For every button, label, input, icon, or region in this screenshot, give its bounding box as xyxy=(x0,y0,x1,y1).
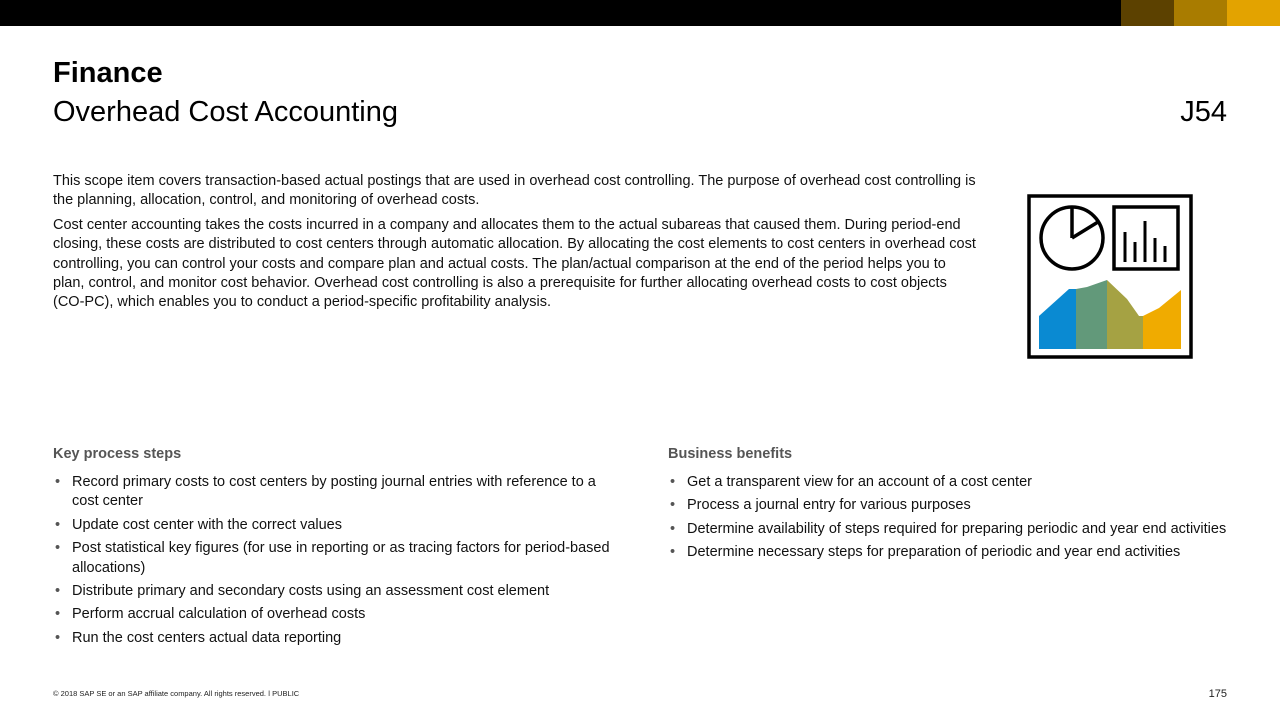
bullet-icon: • xyxy=(670,520,676,537)
bullet-icon: • xyxy=(670,497,676,514)
page-title: Finance xyxy=(53,57,163,89)
copyright-text: © 2018 SAP SE or an SAP affiliate company. All rights reserved. ǀ PUBLIC xyxy=(53,689,300,698)
list-item: • Perform accrual calculation of overhead costs xyxy=(53,605,613,624)
bullet-icon: • xyxy=(55,583,61,600)
list-item: • Determine availability of steps required for preparing periodic and year end activities xyxy=(668,520,1228,539)
accent-block-mid xyxy=(1174,0,1227,26)
scope-item-code: J54 xyxy=(1180,96,1227,128)
bullet-icon: • xyxy=(55,629,61,646)
intro-paragraph-2: Cost center accounting takes the costs incurred in a company and allocates them to the actual subareas that caused them. During period-end closing, these costs are distributed to cost centers through automatic allocation. By allocating the cost elements to cost centers in overhead cost controlling, you can control your costs and compare plan and actual costs. The plan/actual comparison at the end of the period helps you to plan, control, and monitor cost behavior. Overhead cost controlling is also a prerequisite for further allocating overhead costs to cost objects (CO-PC), which enables you to conduct a period-specific profitability analysis. xyxy=(53,216,976,311)
list-item: • Process a journal entry for various purposes xyxy=(668,496,1228,515)
bullet-icon: • xyxy=(55,474,61,490)
list-item: • Run the cost centers actual data reporting xyxy=(53,629,613,648)
bullet-icon: • xyxy=(670,474,676,490)
accent-block-light xyxy=(1227,0,1280,26)
list-item: • Update cost center with the correct values xyxy=(53,516,613,535)
bullet-icon: • xyxy=(55,516,61,533)
list-item: • Post statistical key figures (for use in reporting or as tracing factors for period-based allocations) xyxy=(55,540,610,576)
bullet-icon: • xyxy=(670,544,676,561)
benefits-heading: Business benefits xyxy=(668,446,793,462)
top-bar xyxy=(0,0,1280,26)
list-item: • Record primary costs to cost centers by posting journal entries with reference to a cost center xyxy=(55,474,596,510)
intro-text xyxy=(53,172,978,318)
list-item: • Get a transparent view for an account of a cost center xyxy=(668,473,1228,492)
key-process-steps xyxy=(53,445,613,652)
area-segment-green xyxy=(1076,280,1107,349)
page-number: 175 xyxy=(1208,688,1227,700)
list-item: • Determine necessary steps for preparation of periodic and year end activities xyxy=(668,543,1228,562)
intro-paragraph-1: This scope item covers transaction-based actual postings that are used in overhead cost controlling. The purpose of overhead cost controlling is the planning, allocation, control, and monitoring of overhead costs. xyxy=(53,173,976,209)
list-item: • Distribute primary and secondary costs using an assessment cost element xyxy=(53,582,613,601)
bullet-icon: • xyxy=(55,540,61,557)
analytics-dashboard-icon xyxy=(1027,194,1193,359)
bullet-icon: • xyxy=(55,606,61,623)
business-benefits xyxy=(668,445,1228,567)
page-subtitle: Overhead Cost Accounting xyxy=(53,96,398,128)
key-steps-heading: Key process steps xyxy=(53,446,182,462)
accent-block-dark xyxy=(1121,0,1174,26)
